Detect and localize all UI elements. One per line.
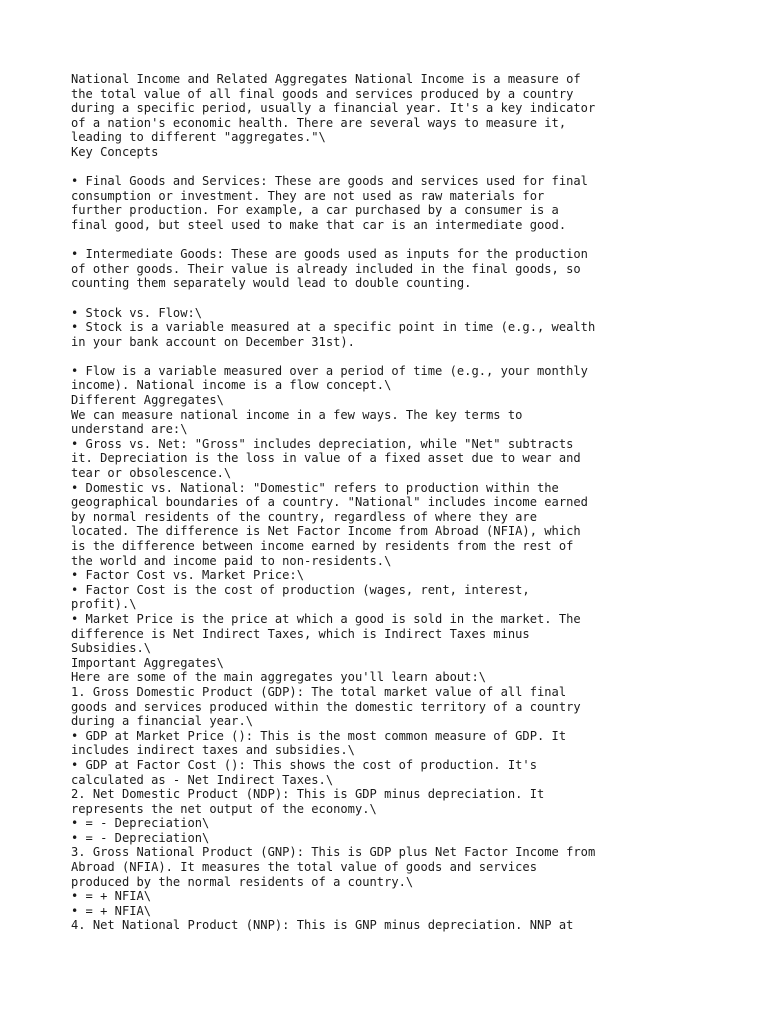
text-line: is the difference between income earned by residents from the rest of (71, 539, 574, 553)
paragraph (71, 247, 691, 291)
text-line: Here are some of the main aggregates you'll learn about:\ (71, 670, 487, 685)
text-line: 2. Net Domestic Product (NDP): This is GDP minus depreciation. It (71, 787, 545, 802)
text-line: the world and income paid to non-residents.\ (71, 553, 392, 568)
text-line: during a specific period, usually a financial year. It's a key indicator (71, 101, 596, 116)
text-line: • Final Goods and Services: These are goods and services used for final (71, 174, 588, 189)
text-line: of other goods. Their value is already included in the final goods, so (71, 261, 581, 276)
text-line: We can measure national income in a few ways. The key terms to (71, 407, 523, 422)
text-line: in your bank account on December 31st). (71, 334, 355, 349)
text-line: consumption or investment. They are not used as raw materials for (71, 188, 545, 203)
text-line: • Flow is a variable measured over a period of time (e.g., your monthly (71, 363, 588, 378)
text-line: 1. Gross Domestic Product (GDP): The total market value of all final (71, 684, 567, 699)
text-line: Different Aggregates\ (71, 393, 224, 408)
text-line: income). National income is a flow concept.\ (71, 378, 392, 393)
text-line: produced by the normal residents of a country.\ (71, 874, 414, 889)
text-line: • Stock is a variable measured at a specific point in time (e.g., wealth (71, 320, 596, 335)
paragraph (71, 306, 691, 350)
text-line: • Intermediate Goods: These are goods used as inputs for the production (71, 247, 588, 262)
text-line: • GDP at Market Price (): This is the most common measure of GDP. It (71, 728, 567, 743)
text-line: • Market Price is the price at which a good is sold in the market. The (71, 611, 581, 626)
text-line: understand are:\ (71, 422, 188, 437)
paragraph-gap (71, 291, 691, 306)
text-line: • Factor Cost vs. Market Price:\ (71, 568, 304, 583)
paragraph-gap (71, 160, 691, 175)
text-line: of a nation's economic health. There are several ways to measure it, (71, 115, 567, 130)
text-line: Important Aggregates\ (71, 655, 224, 670)
text-line: it. Depreciation is the loss in value of a fixed asset due to wear and (71, 451, 581, 466)
text-line: profit).\ (71, 597, 137, 612)
paragraph (71, 364, 691, 933)
text-line: further production. For example, a car purchased by a consumer is a (71, 203, 559, 218)
paragraph-gap (71, 233, 691, 248)
text-line: • GDP at Factor Cost (): This shows the cost of production. It's (71, 757, 537, 772)
text-line: • Stock vs. Flow:\ (71, 305, 203, 320)
text-line: the total value of all final goods and services produced by a country (71, 86, 574, 101)
text-line: • = + NFIA\ (71, 889, 152, 904)
text-line: represents the net output of the economy.\ (71, 801, 377, 816)
paragraph (71, 174, 691, 232)
text-line: final good, but steel used to make that car is an intermediate good. (71, 217, 567, 232)
text-line: Abroad (NFIA). It measures the total value of goods and services (71, 860, 537, 875)
text-line: tear or obsolescence.\ (71, 466, 232, 481)
text-line: calculated as - Net Indirect Taxes.\ (71, 772, 334, 787)
text-line: Key Concepts (71, 144, 159, 159)
text-line: by normal residents of the country, regardless of where they are (71, 509, 537, 524)
text-line: Subsidies.\ (71, 641, 152, 656)
text-line: goods and services produced within the domestic territory of a country (71, 699, 581, 714)
text-line: 3. Gross National Product (GNP): This is GDP plus Net Factor Income from (71, 845, 596, 860)
text-line: counting them separately would lead to double counting. (71, 276, 472, 291)
paragraph-gap (71, 349, 691, 364)
text-line: • Factor Cost is the cost of production (wages, rent, interest, (71, 582, 530, 597)
text-line: • = - Depreciation\ (71, 830, 210, 845)
document-page (71, 72, 691, 933)
text-line: • Gross vs. Net: "Gross" includes depreciation, while "Net" subtracts (71, 436, 574, 451)
text-line: located. The difference is Net Factor Income from Abroad (NFIA), which (71, 524, 581, 539)
text-line: during a financial year.\ (71, 714, 254, 729)
text-line: difference is Net Indirect Taxes, which is Indirect Taxes minus (71, 626, 530, 641)
text-line: • = - Depreciation\ (71, 816, 210, 831)
text-line: geographical boundaries of a country. "National" includes income earned (71, 495, 588, 510)
text-line: 4. Net National Product (NNP): This is GNP minus depreciation. NNP at (71, 918, 574, 933)
paragraph (71, 72, 691, 160)
text-line: National Income and Related Aggregates National Income is a measure of (71, 72, 581, 86)
text-line: • Domestic vs. National: "Domestic" refers to production within the (71, 480, 559, 495)
text-line: leading to different "aggregates."\ (71, 130, 326, 145)
text-line: includes indirect taxes and subsidies.\ (71, 743, 355, 758)
text-line: • = + NFIA\ (71, 903, 152, 918)
